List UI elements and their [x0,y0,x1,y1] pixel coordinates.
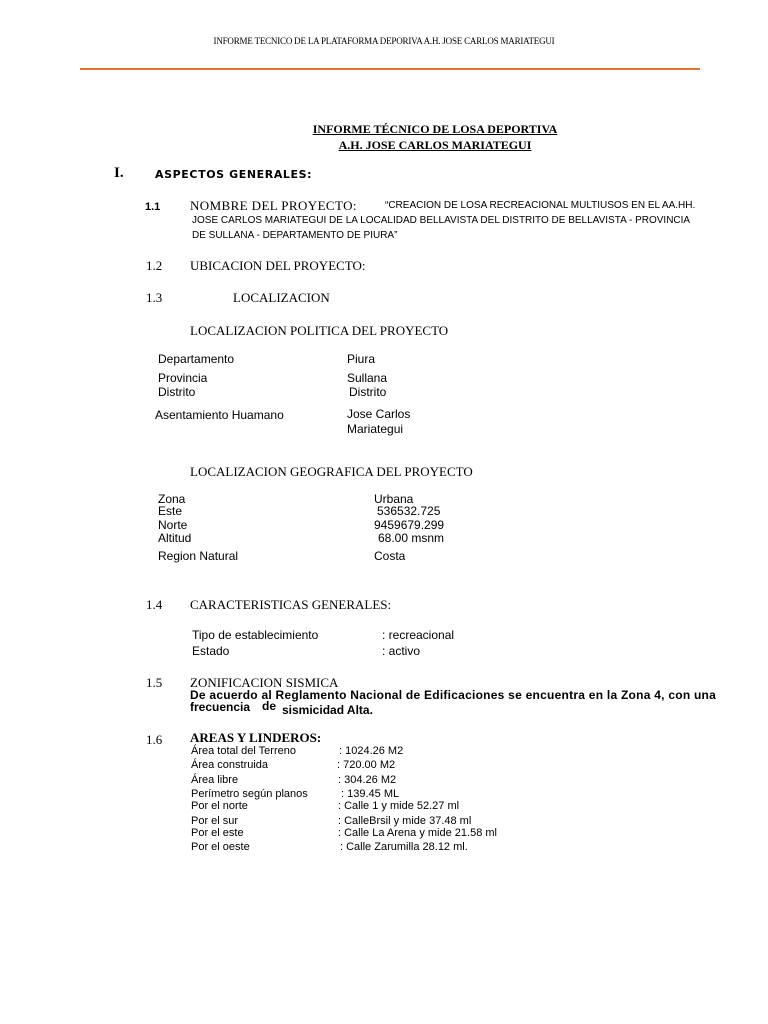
label-este: Este [158,504,183,518]
section-number: I. [114,165,124,181]
label-sur-lindero: Por el sur [191,815,239,827]
seismic-text-line2a: frecuencia [190,700,251,714]
value-distrito: Distrito [349,385,387,399]
label-altitud: Altitud [158,531,192,545]
item-1-5-label: ZONIFICACION SISMICA [190,675,339,690]
label-asentamiento: Asentamiento Huamano [155,408,284,422]
item-1-1-label: NOMBRE DEL PROYECTO: [190,198,357,213]
header-rule [80,68,700,70]
seismic-text-line2b: de [262,699,277,713]
value-region-natural: Costa [374,549,406,563]
item-1-6-number: 1.6 [146,732,163,747]
value-area-construida: : 720.00 M2 [337,759,396,771]
seismic-text-line2c: sismicidad Alta. [282,703,373,717]
value-perimetro: : 139.45 ML [341,788,400,800]
label-zona: Zona [158,492,186,506]
label-tipo-establecimiento: Tipo de establecimiento [192,628,319,642]
label-este-lindero: Por el este [191,827,244,839]
label-perimetro: Perímetro según planos [191,788,308,800]
label-distrito: Distrito [158,385,196,399]
value-este-lindero: : Calle La Arena y mide 21.58 ml [338,827,497,839]
value-estado: : activo [382,644,421,658]
running-header: INFORME TECNICO DE LA PLATAFORMA DEPORIVA A.H. JOSE CARLOS MARIATEGUI [213,36,555,46]
project-name-line1: “CREACION DE LOSA RECREACIONAL MULTIUSOS EN EL AA.HH. [385,200,696,211]
value-norte-lindero: : Calle 1 y mide 52.27 ml [338,800,460,812]
value-provincia: Sullana [347,371,388,385]
item-1-5-number: 1.5 [146,675,163,690]
label-region-natural: Region Natural [158,549,239,563]
value-este: 536532.725 [377,504,441,518]
value-departamento: Piura [347,352,376,366]
political-location-heading: LOCALIZACION POLITICA DEL PROYECTO [190,323,449,338]
label-departamento: Departamento [158,352,235,366]
value-area-libre: : 304.26 M2 [338,774,397,786]
seismic-text-line1: De acuerdo al Reglamento Nacional de Edificaciones se encuentra en la Zona 4, con una [190,688,717,702]
label-norte: Norte [158,518,188,532]
value-asentamiento-line1: Jose Carlos [347,407,411,421]
item-1-6-label: AREAS Y LINDEROS: [190,730,322,745]
value-sur-lindero: : CalleBrsil y mide 37.48 ml [338,815,472,827]
label-estado: Estado [192,644,230,658]
section-heading: ASPECTOS GENERALES: [155,168,313,181]
document-title: INFORME TÉCNICO DE LOSA DEPORTIVA [312,122,558,136]
value-asentamiento-line2: Mariategui [347,422,404,436]
value-area-total: : 1024.26 M2 [339,745,404,757]
project-name-line3: DE SULLANA - DEPARTAMENTO DE PIURA” [192,230,398,241]
label-area-construida: Área construida [191,759,269,771]
value-altitud: 68.00 msnm [378,531,445,545]
item-1-4-number: 1.4 [146,597,163,612]
item-1-3-number: 1.3 [146,290,163,305]
label-norte-lindero: Por el norte [191,800,248,812]
document-subtitle: A.H. JOSE CARLOS MARIATEGUI [338,138,532,152]
project-name-line2: JOSE CARLOS MARIATEGUI DE LA LOCALIDAD BELLAVISTA DEL DISTRITO DE BELLAVISTA - PROVINCIA [192,215,691,226]
label-area-total: Área total del Terreno [191,745,296,757]
label-area-libre: Área libre [191,774,239,786]
label-oeste-lindero: Por el oeste [191,841,250,853]
item-1-2-number: 1.2 [146,258,163,273]
value-norte: 9459679.299 [374,518,445,532]
item-1-1-number: 1.1 [145,201,161,213]
value-oeste-lindero: : Calle Zarumilla 28.12 ml. [340,841,468,853]
item-1-4-label: CARACTERISTICAS GENERALES: [190,597,392,612]
value-tipo-establecimiento: : recreacional [382,628,455,642]
geographic-location-heading: LOCALIZACION GEOGRAFICA DEL PROYECTO [190,464,473,479]
item-1-3-label: LOCALIZACION [233,290,330,305]
value-zona: Urbana [374,492,414,506]
label-provincia: Provincia [158,371,208,385]
item-1-2-label: UBICACION DEL PROYECTO: [190,258,366,273]
